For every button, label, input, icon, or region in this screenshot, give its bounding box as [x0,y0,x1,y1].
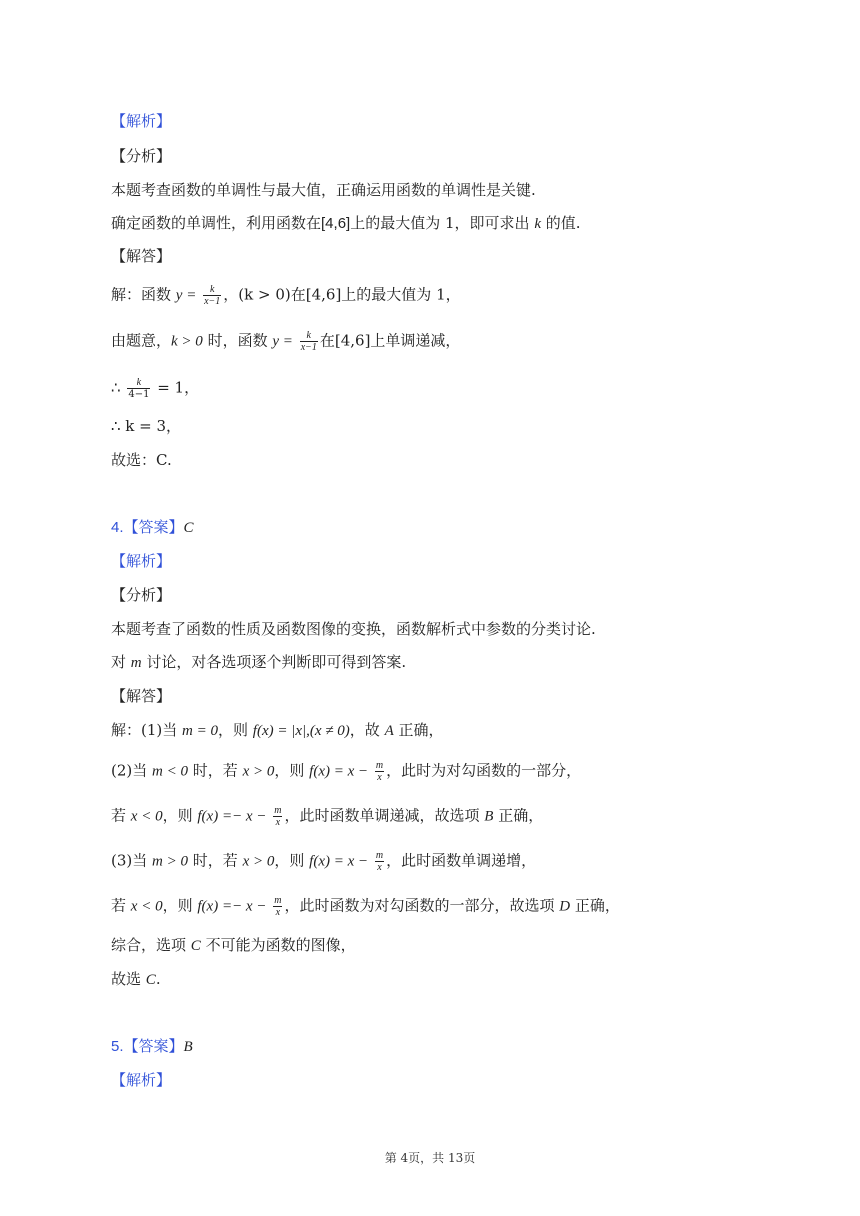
text-run: 若 [111,896,127,915]
math-expr: x > 0 [242,763,275,780]
text-run: 解：函数 [111,285,172,304]
text-run: 由题意， [111,331,172,350]
fraction [375,850,384,873]
text-run: 综合，选项 [111,936,187,954]
text-run: 讨论，对各选项逐个判断即可得到答案. [146,653,407,671]
denominator: x [275,907,281,918]
question-number: 4. [111,519,124,536]
solution-line: ∴ k = 3， [111,417,182,435]
therefore-symbol: ∴ [111,378,121,397]
interval: [4,6] [321,215,351,232]
solution-line [111,377,199,400]
text-run: ，则 [218,721,249,739]
math-expr: f(x) = |x|,(x ≠ 0) [252,723,350,739]
question-number: 5. [111,1038,124,1055]
text-run: ，此时为对勾函数的一部分， [386,761,582,780]
text-run: 正确， [398,721,444,739]
answer-line [111,1036,193,1057]
solution-line [111,760,581,783]
text-run: 上的最大值为 1，即可求出 [350,214,530,232]
solution-line [111,895,620,918]
page-footer: 第 4页，共 13页 [384,1151,476,1165]
text-run: 时，函数 [207,331,268,350]
math-expr: f(x) = x − [309,853,369,870]
math-expr: y = [272,333,293,350]
jiexi-heading: 【解析】 [111,1071,172,1089]
numerator: k [300,330,318,342]
text-run: ，(k > 0)在[4,6]上的最大值为 1， [223,285,461,304]
math-expr: k > 0 [171,333,203,350]
analysis-text [111,652,406,673]
option-letter: D [559,898,571,915]
math-expr: f(x) =− x − [197,808,267,825]
numerator: k [203,284,221,296]
answer-label: 【答案】 [123,518,184,536]
option-letter: C [190,938,201,954]
denominator: x [377,862,382,873]
math-expr: x > 0 [242,853,275,870]
text-run: ，故 [349,721,380,739]
text-run: 不可能为函数的图像， [205,936,356,954]
text-run: = 1， [157,378,200,397]
solution-line [111,720,444,741]
text-run: (2)当 [111,761,148,780]
solution-line [111,969,161,990]
solution-line [111,805,543,828]
solution-line [111,330,460,353]
fraction [273,895,282,918]
fraction [300,330,318,353]
math-expr: x < 0 [130,808,163,825]
denominator: x−1 [204,296,221,307]
fraction [127,377,150,400]
answer-line [111,517,194,538]
denominator: 4−1 [128,389,150,400]
solution-line [111,850,536,873]
math-expr: x < 0 [130,898,163,915]
text-run: ，则 [162,896,193,915]
text-run: 在[4,6]上单调递减， [319,331,461,350]
analysis-text: 本题考查了函数的性质及函数图像的变换，函数解析式中参数的分类讨论. [111,620,596,638]
jieda-heading: 【解答】 [111,687,172,705]
solution-line: 故选：C. [111,451,172,469]
answer-label: 【答案】 [123,1037,184,1055]
fraction [375,760,384,783]
text-run: 时，若 [192,851,238,870]
answer-value: B [183,1039,193,1055]
analysis-text [111,213,581,234]
text-run: 对 [111,653,127,671]
option-letter: A [384,723,394,739]
math-expr: m < 0 [152,763,188,780]
text-run: ，则 [274,761,305,780]
numerator: m [375,850,384,861]
text-run: (3)当 [111,851,148,870]
text-run: 时，若 [192,761,238,780]
numerator: k [127,377,150,389]
numerator: m [274,895,282,906]
text-run: 正确， [498,806,544,825]
denominator: x [377,772,382,783]
numerator: m [375,760,384,771]
math-expr: f(x) =− x − [197,898,267,915]
math-expr: m = 0 [182,723,218,739]
solution-line [111,284,461,307]
fenxi-heading: 【分析】 [111,147,172,165]
math-expr: m > 0 [152,853,188,870]
text-run: 正确， [574,896,620,915]
option-letter: B [484,808,494,825]
math-expr: y = [175,287,197,304]
fenxi-heading: 【分析】 [111,586,172,604]
math-expr: f(x) = x − [309,763,369,780]
solution-line [111,935,356,956]
jieda-heading: 【解答】 [111,247,172,265]
jiexi-heading: 【解析】 [111,552,172,570]
text-run: 确定函数的单调性，利用函数在 [111,214,322,232]
option-letter: C [145,972,156,988]
text-run: 的值. [545,214,581,232]
text-run: ，此时函数为对勾函数的一部分，故选项 [284,896,555,915]
text-run: ，则 [162,806,193,825]
math-var: k [534,216,541,232]
math-var: m [130,655,142,671]
numerator: m [274,805,282,816]
fraction [203,284,221,307]
text-run: 若 [111,806,127,825]
fraction [273,805,282,828]
text-run: ，此时函数单调递减，故选项 [284,806,480,825]
jiexi-heading: 【解析】 [111,112,172,130]
denominator: x−1 [300,342,317,353]
answer-value: C [183,520,194,536]
text-run: 解：(1)当 [111,721,178,739]
text-run: ，此时函数单调递增， [386,851,537,870]
text-run: ，则 [274,851,305,870]
analysis-text: 本题考查函数的单调性与最大值，正确运用函数的单调性是关键. [111,181,536,199]
denominator: x [275,817,281,828]
text-run: 故选 [111,970,142,988]
text-run: . [155,970,161,988]
